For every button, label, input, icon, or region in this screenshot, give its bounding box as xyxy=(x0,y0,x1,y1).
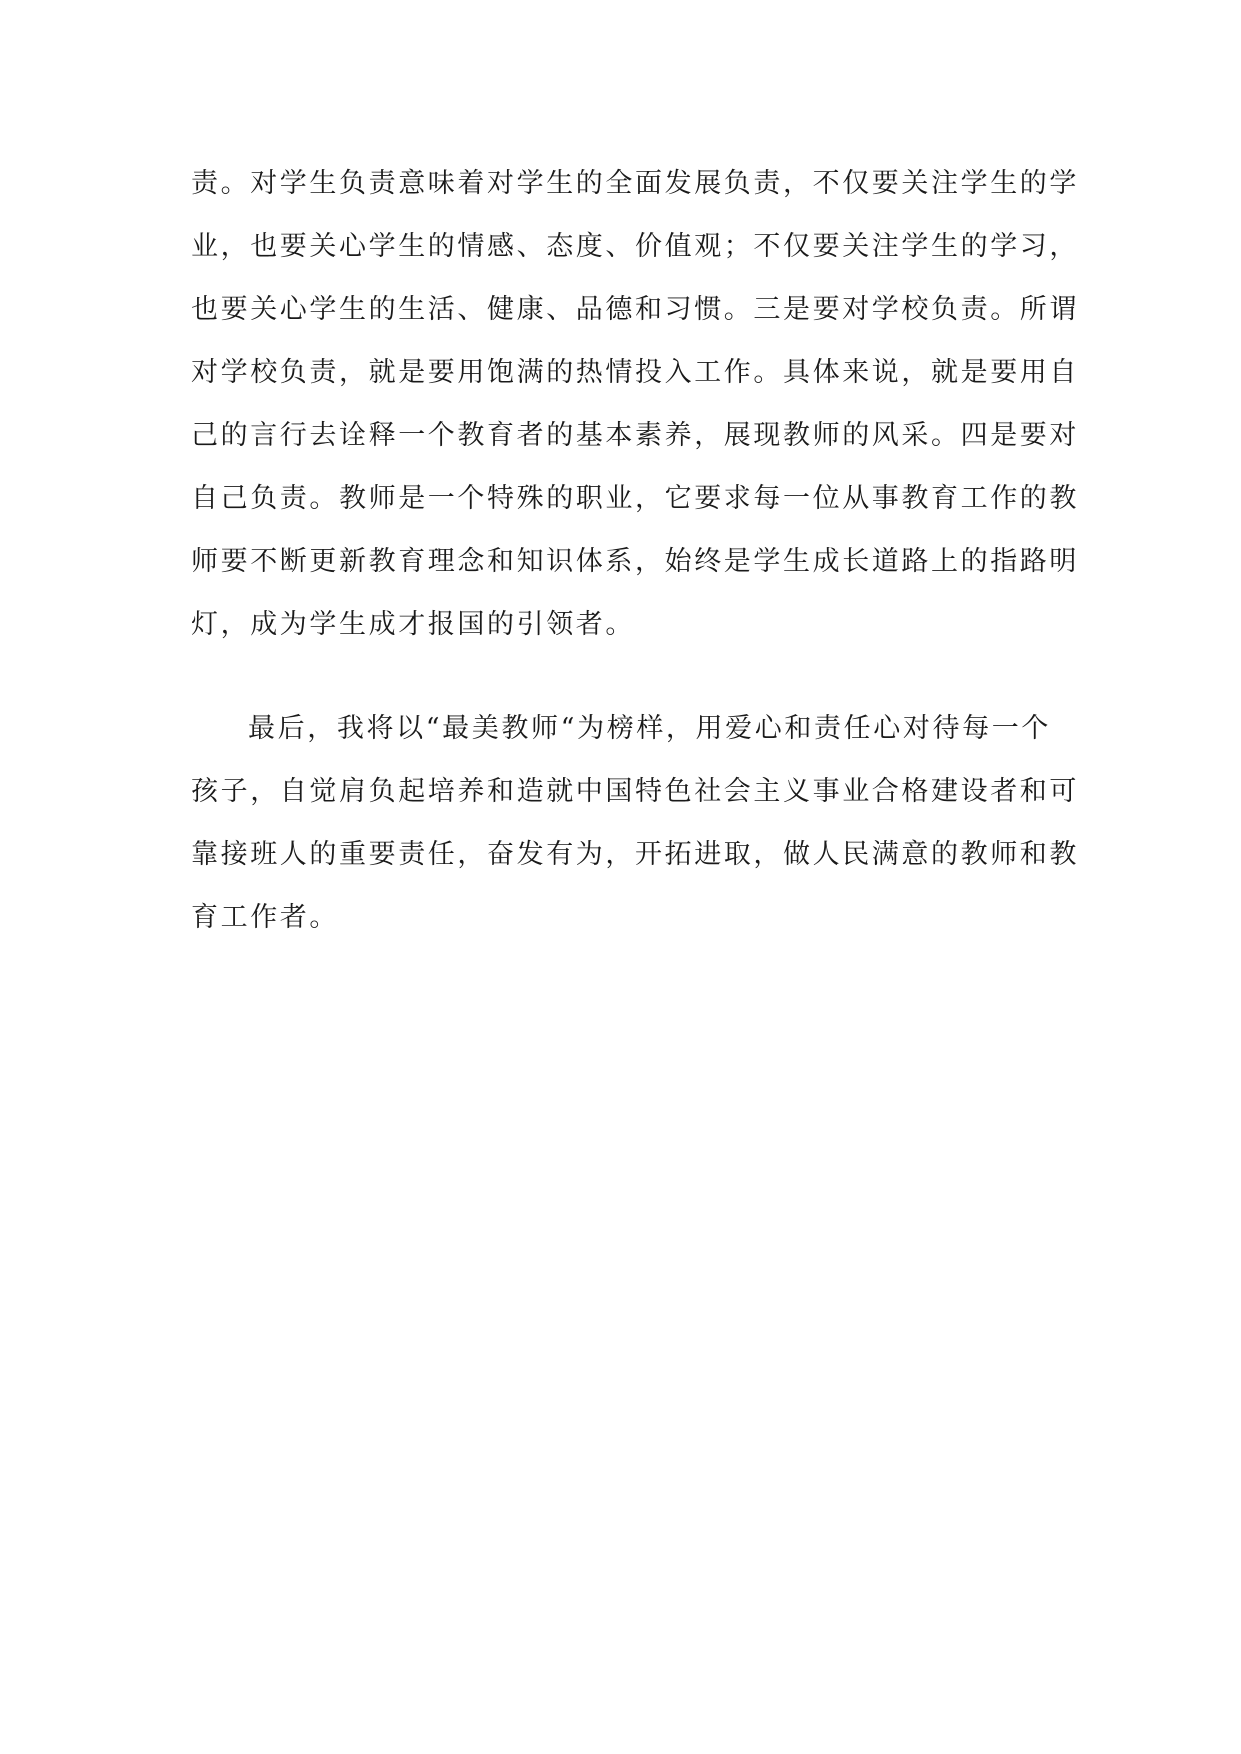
paragraph-1-line-4: 对学校负责，就是要用饱满的热情投入工作。具体来说，就是要用自 xyxy=(191,357,1079,388)
paragraph-2-line-4: 育工作者。 xyxy=(191,902,339,933)
paragraph-1-line-7: 师要不断更新教育理念和知识体系，始终是学生成长道路上的指路明 xyxy=(191,546,1079,577)
paragraph-1-line-3: 也要关心学生的生活、健康、品德和习惯。三是要对学校负责。所谓 xyxy=(191,294,1079,325)
paragraph-1-line-2: 业，也要关心学生的情感、态度、价值观；不仅要关注学生的学习， xyxy=(191,231,1079,262)
paragraph-1-line-5: 己的言行去诠释一个教育者的基本素养，展现教师的风采。四是要对 xyxy=(191,420,1079,451)
paragraph-1-line-6: 自己负责。教师是一个特殊的职业，它要求每一位从事教育工作的教 xyxy=(191,483,1079,514)
paragraph-1-line-8: 灯，成为学生成才报国的引领者。 xyxy=(191,609,635,640)
paragraph-2-line-3: 靠接班人的重要责任，奋发有为，开拓进取，做人民满意的教师和教 xyxy=(191,839,1079,870)
paragraph-1-line-1: 责。对学生负责意味着对学生的全面发展负责，不仅要关注学生的学 xyxy=(191,168,1079,199)
paragraph-2-line-2: 孩子，自觉肩负起培养和造就中国特色社会主义事业合格建设者和可 xyxy=(191,776,1079,807)
paragraph-2-line-1: 最后，我将以“最美教师“为榜样，用爱心和责任心对待每一个 xyxy=(248,713,1051,744)
